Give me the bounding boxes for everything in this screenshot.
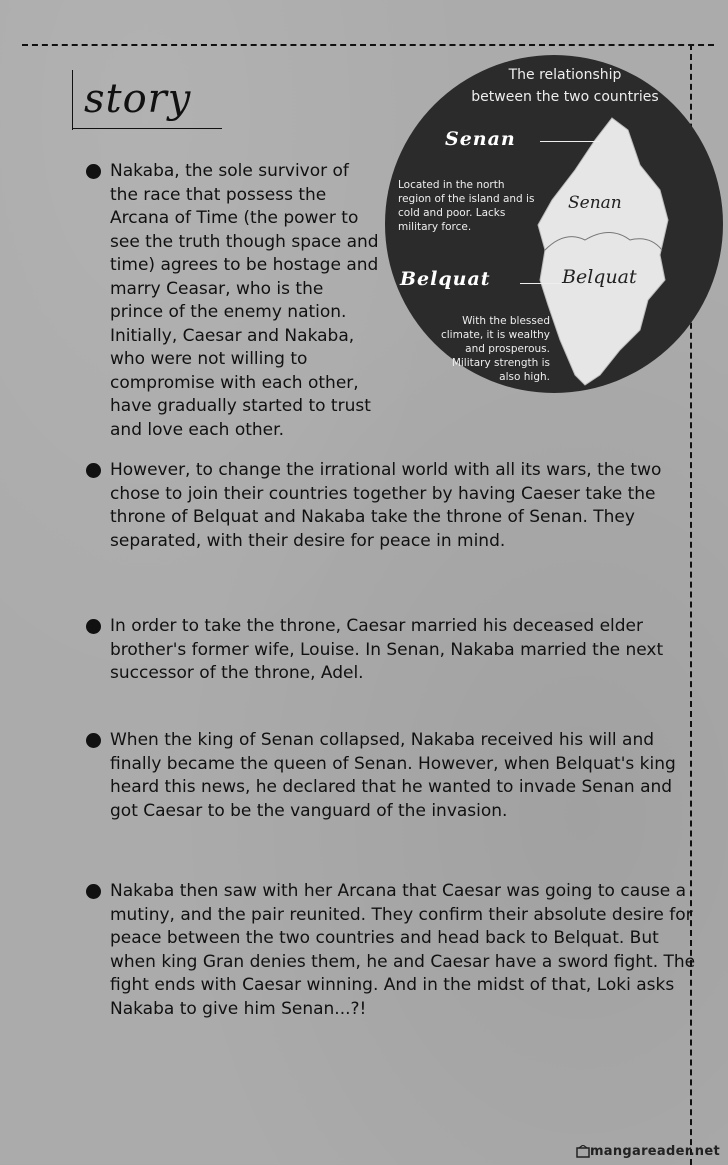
senan-label: Senan [445,128,516,150]
story-paragraph-4: When the king of Senan collapsed, Nakaba received his will and finally became the queen of Senan. However, when Belquat's king heard this news, he declared that he wanted to invade Senan and got Caesar to be the vanguard of the invasion. [110,729,700,823]
story-paragraph-3: In order to take the throne, Caesar married his deceased elder brother's former wife, Louise. In Senan, Nakaba married the next successor of the throne, Adel. [110,615,670,686]
page-title: story [84,76,192,122]
diagram-heading: The relationship between the two countries [471,67,659,105]
story-paragraph-2: However, to change the irrational world with all its wars, the two chose to join their countries together by having Caeser take the throne of Belquat and Nakaba take the throne of Senan. They separated, with their desire for peace in mind. [110,459,690,553]
bullet-icon [86,733,101,748]
senan-leader-line [540,141,600,142]
belquat-label: Belquat [400,268,491,290]
bullet-icon [86,619,101,634]
bullet-icon [86,884,101,899]
map-label-senan: Senan [568,193,622,213]
story-paragraph-5: Nakaba then saw with her Arcana that Caesar was going to cause a mutiny, and the pair reunited. They confirm their absolute desire for peace between the two countries and head back to Belquat. But when king Gran denies them, he and Caesar have a sword fight. The fight ends with Caesar winning. And in the midst of that, Loki asks Nakaba to give him Senan...?! [110,880,710,1021]
story-paragraph-1: Nakaba, the sole survivor of the race that possess the Arcana of Time (the power to see the truth though space and time) agrees to be hostage and marry Ceasar, who is the prince of the enemy nation. Initially, Caesar and Nakaba, who were not willing to compromise with each other, have gradually started to trust and love each other. [110,160,380,442]
watermark-icon [576,1145,590,1159]
belquat-leader-line [520,283,565,284]
island-shape [538,118,668,385]
map-label-belquat: Belquat [562,266,637,288]
bullet-icon [86,463,101,478]
belquat-note: With the blessed climate, it is wealthy and prosperous. Military strength is also high. [440,315,550,383]
watermark[interactable]: mangareader.net [589,1144,720,1159]
bullet-icon [86,164,101,179]
senan-note: Located in the north region of the island and is cold and poor. Lacks military force. [398,179,535,233]
